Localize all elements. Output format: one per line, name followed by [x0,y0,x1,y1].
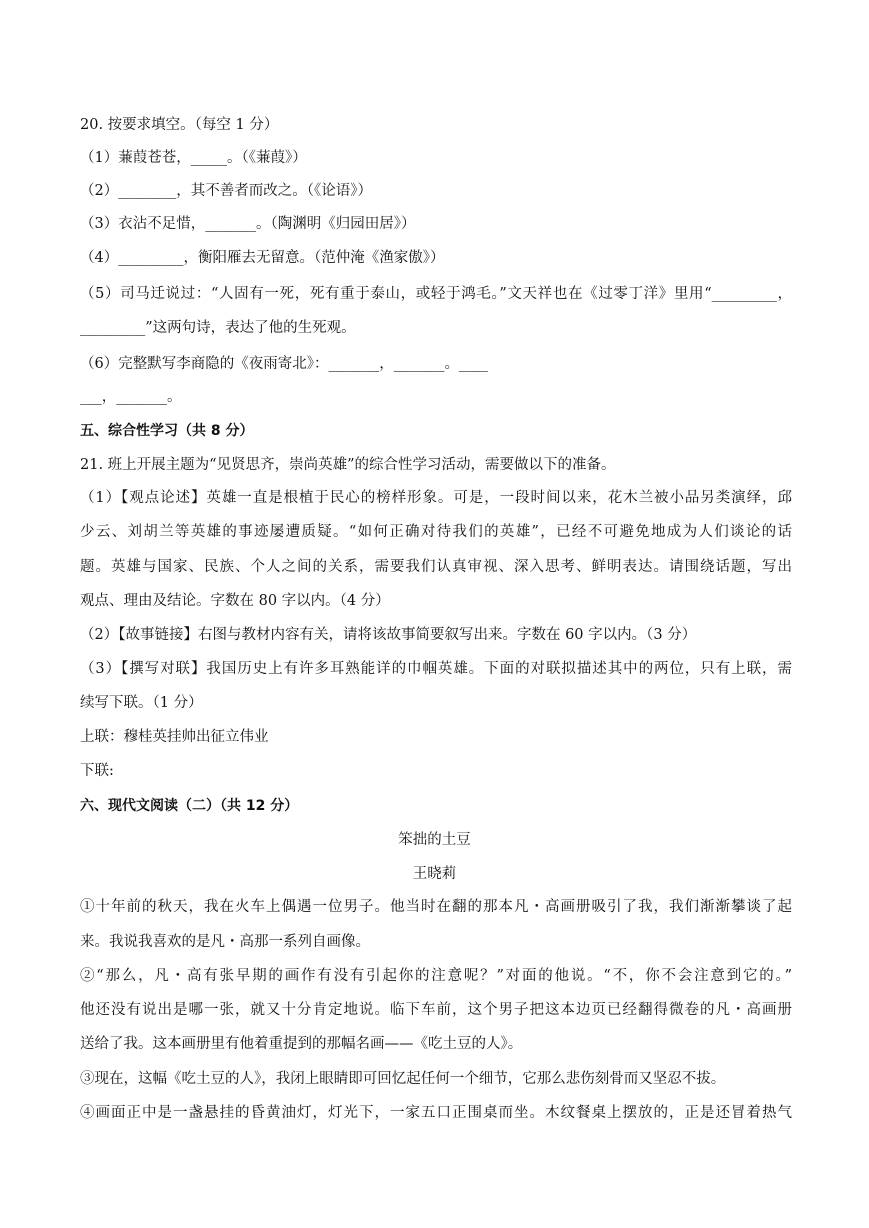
q20-title: 20. 按要求填空。（每空 1 分） [80,117,279,133]
q20-item-1: （1）蒹葭苍苍，_____。（《蒹葭》） [80,150,307,166]
q21-part1-line3: 题。英雄与国家、民族、个人之间的关系，需要我们认真审视、深入思考、鲜明表达。请围绕话题，写出 [80,559,792,575]
para2-line2: 他还没有说出是哪一张，就又十分肯定地说。临下车前，这个男子把这本边页已经翻得微卷的凡・高画册 [80,1002,792,1018]
q20-item-6-line1: （6）完整默写李商隐的《夜雨寄北》：_______，_______。____ [80,356,488,372]
article-title: 笨拙的土豆 [398,832,471,848]
q20-item-6-line2: ___，_______。 [80,389,182,405]
q21-part3-line1: （3）【撰写对联】我国历史上有许多耳熟能详的巾帼英雄。下面的对联拟描述其中的两位，只有上联，需 [80,661,792,677]
q20-item-3: （3）衣沾不足惜，_______。（陶渊明《归园田居》） [80,216,416,232]
para2-line1: ②“那么，凡・高有张早期的画作有没有引起你的注意呢？”对面的他说。“不，你不会注意到它的。” [80,968,792,984]
section6-heading: 六、现代文阅读（二）（共 12 分） [80,798,299,814]
article-author: 王晓莉 [412,866,457,882]
couplet-lower: 下联: [80,763,114,779]
q21-intro: 21. 班上开展主题为“见贤思齐，崇尚英雄”的综合性学习活动，需要做以下的准备。 [80,457,616,473]
q20-item-5-line2: _________”这两句诗，表达了他的生死观。 [80,320,356,336]
para2-line3: 送给了我。这本画册里有他着重提到的那幅名画——《吃土豆的人》。 [80,1036,523,1052]
para3: ③现在，这幅《吃土豆的人》，我闭上眼睛即可回忆起任何一个细节，它那么悲伤刻骨而又坚忍不拔。 [80,1071,726,1087]
section5-heading: 五、综合性学习（共 8 分） [80,423,254,439]
q21-part3-line2: 续写下联。（1 分） [80,695,203,711]
q21-part1-line4: 观点、理由及结论。字数在 80 字以内。（4 分） [80,593,390,609]
q21-part2: （2）【故事链接】右图与教材内容有关，请将该故事简要叙写出来。字数在 60 字以内。（3 分） [80,627,697,643]
q20-item-4: （4）_________，衡阳雁去无留意。（范仲淹《渔家傲》） [80,250,445,266]
para1-line2: 来。我说我喜欢的是凡・高那一系列自画像。 [80,934,370,950]
para1-line1: ①十年前的秋天，我在火车上偶遇一位男子。他当时在翻的那本凡・高画册吸引了我，我们渐渐攀谈了起 [80,899,792,915]
q21-part1-line1: （1）【观点论述】英雄一直是根植于民心的榜样形象。可是，一段时间以来，花木兰被小品另类演绎，邱 [80,490,792,506]
q20-item-5-line1: （5）司马迁说过：“人固有一死，死有重于泰山，或轻于鸿毛。”文天祥也在《过零丁洋》里用“_________， [80,286,792,302]
couplet-upper: 上联：穆桂英挂帅出征立伟业 [80,729,269,745]
para4-line1: ④画面正中是一盏悬挂的昏黄油灯，灯光下，一家五口正围桌而坐。木纹餐桌上摆放的，正是还冒着热气 [80,1105,792,1121]
q20-item-2: （2）________，其不善者而改之。（《论语》） [80,183,372,199]
q21-part1-line2: 少云、刘胡兰等英雄的事迹屡遭质疑。“如何正确对待我们的英雄”，已经不可避免地成为人们谈论的话 [80,524,792,540]
